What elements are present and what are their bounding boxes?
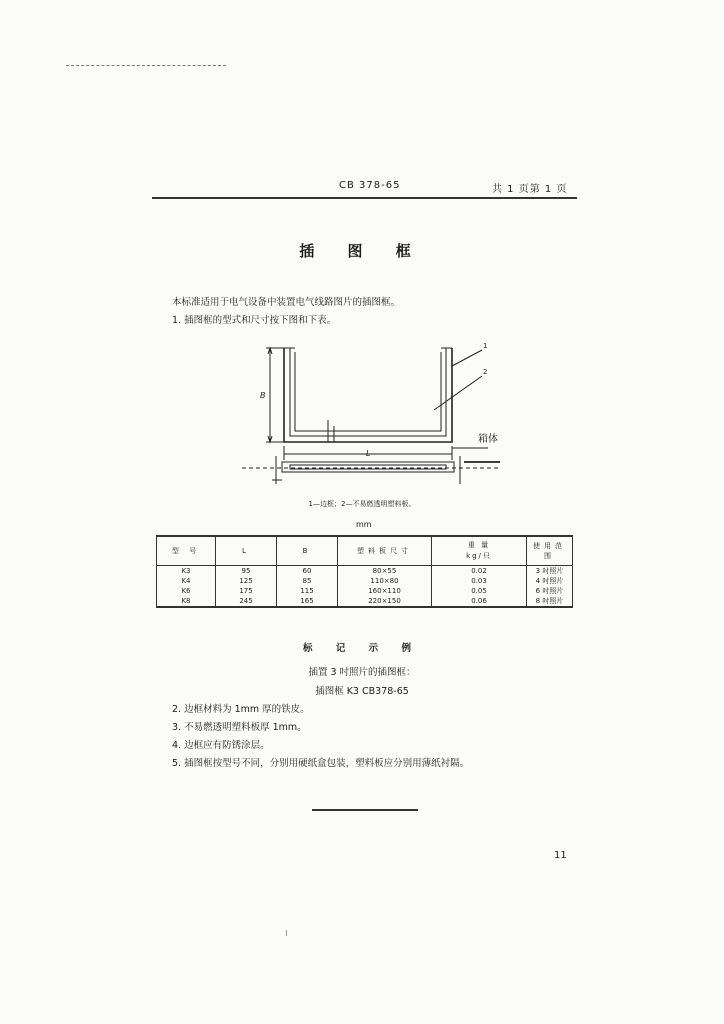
- cell-plate: 160×110: [338, 586, 432, 596]
- clause-5: 5. 插图框按型号不同，分别用硬纸盒包装，塑料板应分别用薄纸衬隔。: [172, 758, 470, 769]
- cell-l: 95: [216, 566, 277, 577]
- cell-weight: 0.06: [432, 596, 527, 607]
- cell-b: 115: [277, 586, 338, 596]
- figure-caption: 1—边框；2—不易燃透明塑料板。: [308, 500, 416, 508]
- marking-example-line-1: 插置 3 吋照片的插图框：: [308, 667, 416, 678]
- page-title: 插 图 框: [299, 242, 425, 260]
- col-usage: 使用范围: [527, 536, 573, 566]
- scan-mark-bottom: [286, 930, 287, 936]
- page-info: 共 1 页第 1 页: [492, 184, 568, 195]
- clause-1: 1. 插图框的型式和尺寸按下图和下表。: [172, 315, 337, 326]
- table-unit: mm: [356, 520, 372, 529]
- standard-code: CB 378-65: [339, 180, 401, 191]
- cell-model: K4: [157, 576, 216, 586]
- col-l: L: [216, 536, 277, 566]
- col-weight-unit: kg/只: [466, 552, 492, 560]
- cell-model: K8: [157, 596, 216, 607]
- cell-usage: 4 吋照片: [527, 576, 573, 586]
- frame-drawing-svg: [238, 338, 500, 490]
- cell-b: 165: [277, 596, 338, 607]
- cell-l: 175: [216, 586, 277, 596]
- end-rule: [312, 809, 418, 811]
- header-rule: [152, 197, 577, 199]
- table-row: [157, 576, 573, 586]
- part-label-2: 2: [483, 368, 488, 376]
- clause-4: 4. 边框应有防锈涂层。: [172, 740, 270, 751]
- scan-mark: [66, 65, 226, 66]
- col-weight-title: 重 量: [467, 541, 491, 549]
- col-weight: [432, 536, 527, 566]
- cell-model: K6: [157, 586, 216, 596]
- cell-usage: 6 吋照片: [527, 586, 573, 596]
- table-header-row: [157, 536, 573, 566]
- cell-model: K3: [157, 566, 216, 577]
- clause-2: 2. 边框材料为 1mm 厚的铁皮。: [172, 704, 310, 715]
- marking-example-line-2: 插图框 K3 CB378-65: [315, 686, 409, 697]
- cell-plate: 220×150: [338, 596, 432, 607]
- cell-weight: 0.05: [432, 586, 527, 596]
- spec-table: [156, 535, 573, 608]
- cell-weight: 0.02: [432, 566, 527, 577]
- cell-l: 245: [216, 596, 277, 607]
- dim-label-b: B: [260, 391, 266, 400]
- clause-3: 3. 不易燃透明塑料板厚 1mm。: [172, 722, 307, 733]
- part-label-1: 1: [483, 342, 488, 350]
- page-number: 11: [554, 850, 567, 861]
- marking-example-title: 标 记 示 例: [303, 643, 421, 654]
- cell-plate: 110×80: [338, 576, 432, 586]
- cell-usage: 3 吋照片: [527, 566, 573, 577]
- table-row: [157, 596, 573, 607]
- col-model: 型 号: [157, 536, 216, 566]
- table-row: [157, 586, 573, 596]
- cell-plate: 80×55: [338, 566, 432, 577]
- frame-drawing: [238, 338, 500, 490]
- table-row: [157, 566, 573, 577]
- col-b: B: [277, 536, 338, 566]
- dim-label-l: L: [366, 449, 371, 458]
- cell-weight: 0.03: [432, 576, 527, 586]
- box-label: 箱体: [478, 434, 498, 445]
- intro-paragraph: 本标准适用于电气设备中装置电气线路图片的插图框。: [172, 297, 401, 308]
- cell-b: 85: [277, 576, 338, 586]
- cell-usage: 8 吋照片: [527, 596, 573, 607]
- col-plate-size: 塑料板尺寸: [338, 536, 432, 566]
- cell-b: 60: [277, 566, 338, 577]
- cell-l: 125: [216, 576, 277, 586]
